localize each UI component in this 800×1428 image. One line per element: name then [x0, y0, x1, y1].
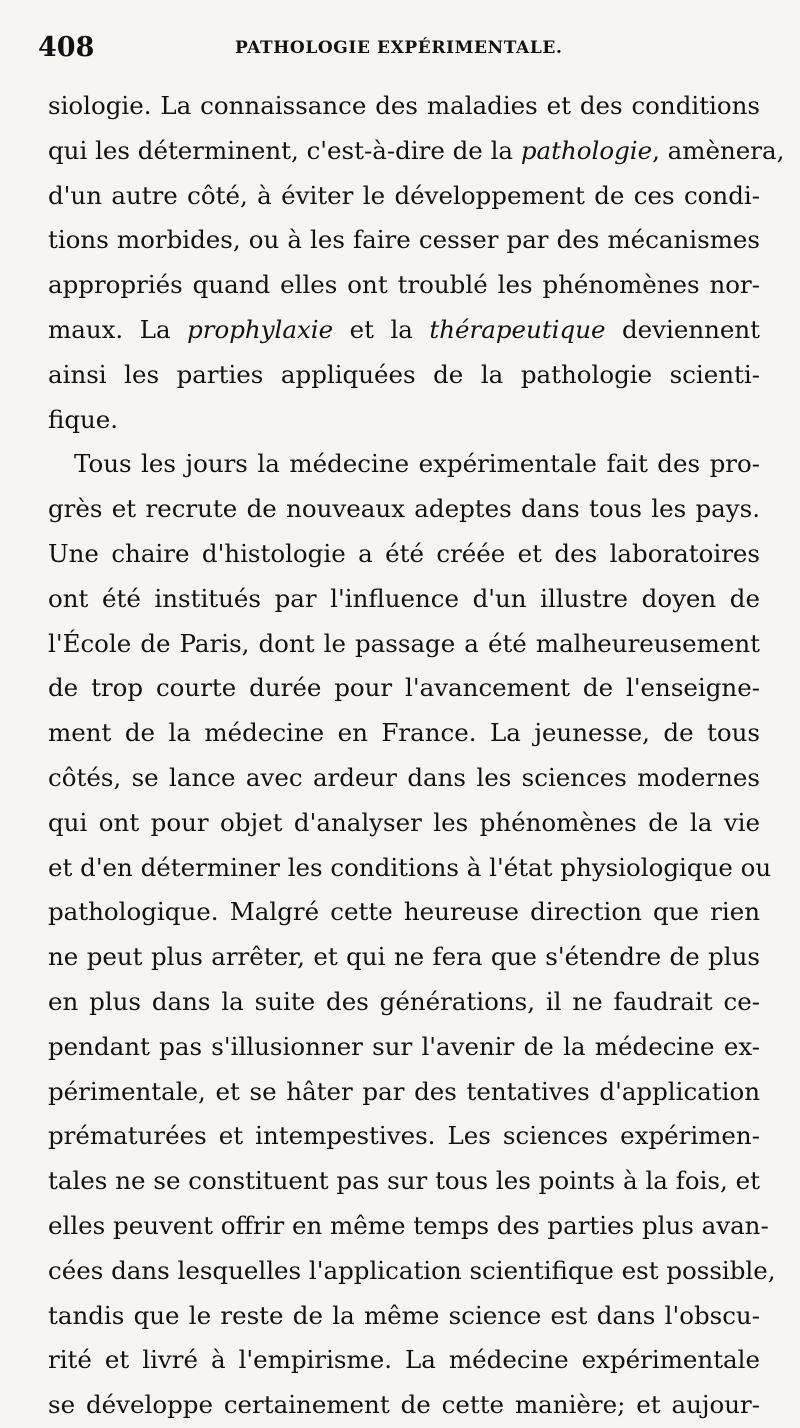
running-head	[38, 28, 758, 68]
text-line: elles peuvent offrir en même temps des parties plus avan-	[48, 1210, 769, 1240]
text-line: de trop courte durée pour l'avancement de l'enseigne-	[48, 673, 760, 703]
text-line: pendant pas s'illusionner sur l'avenir de la médecine ex-	[48, 1031, 760, 1061]
text-segment: deviennent	[605, 314, 761, 344]
italic-term-therapeutique: thérapeutique	[429, 314, 606, 344]
text-line: et d'en déterminer les conditions à l'état physiologique ou	[48, 852, 772, 882]
text-line: d'un autre côté, à éviter le développement de ces condi-	[48, 180, 760, 210]
text-segment: , amènera,	[652, 135, 785, 165]
text-line: cées dans lesquelles l'application scientifique est possible,	[48, 1255, 776, 1285]
text-line: Tous les jours la médecine expérimentale fait des pro-	[74, 449, 760, 479]
page-number: 408	[38, 32, 95, 63]
text-line: ainsi les parties appliquées de la pathologie scienti-	[48, 359, 760, 389]
text-line: périmentale, et se hâter par des tentatives d'application	[48, 1076, 760, 1106]
text-line: tandis que le reste de la même science est dans l'obscu-	[48, 1300, 760, 1330]
text-line: tales ne se constituent pas sur tous les points à la fois, et	[48, 1166, 760, 1196]
body-text	[48, 84, 785, 1428]
paragraph-2	[48, 442, 776, 1428]
text-line: ment de la médecine en France. La jeunesse, de tous	[48, 718, 760, 748]
text-line	[48, 308, 760, 353]
text-line: côtés, se lance avec ardeur dans les sciences modernes	[48, 762, 760, 792]
text-line: Une chaire d'histologie a été créée et des laboratoires	[48, 538, 760, 568]
text-line: se développe certainement de cette manière; et aujour-	[48, 1390, 760, 1420]
text-line: rité et livré à l'empirisme. La médecine expérimentale	[48, 1345, 760, 1375]
text-line: siologie. La connaissance des maladies et des conditions	[48, 91, 760, 120]
text-segment: et la	[333, 314, 430, 344]
text-line: prématurées et intempestives. Les sciences expérimen-	[48, 1121, 760, 1151]
text-line: fique.	[48, 404, 119, 434]
text-segment: qui les déterminent, c'est-à-dire de la	[48, 135, 521, 165]
text-line: ont été institués par l'influence d'un illustre doyen de	[48, 583, 760, 613]
italic-term-pathologie: pathologie	[520, 135, 653, 165]
text-segment: maux. La	[48, 314, 188, 344]
running-title: PATHOLOGIE EXPÉRIMENTALE.	[235, 38, 563, 58]
text-line	[48, 129, 785, 174]
text-line: en plus dans la suite des générations, il ne faudrait ce-	[48, 986, 760, 1016]
text-line: pathologique. Malgré cette heureuse direction que rien	[48, 897, 760, 927]
paragraph-1	[48, 84, 785, 442]
text-line: tions morbides, ou à les faire cesser par des mécanismes	[48, 225, 760, 255]
text-line: qui ont pour objet d'analyser les phénomènes de la vie	[48, 807, 760, 837]
text-line: appropriés quand elles ont troublé les phénomènes nor-	[48, 270, 760, 300]
italic-term-prophylaxie: prophylaxie	[187, 314, 334, 344]
text-line: ne peut plus arrêter, et qui ne fera que s'étendre de plus	[48, 942, 760, 972]
text-line: l'École de Paris, dont le passage a été malheureusement	[48, 628, 760, 658]
text-line: grès et recrute de nouveaux adeptes dans tous les pays.	[48, 494, 760, 524]
